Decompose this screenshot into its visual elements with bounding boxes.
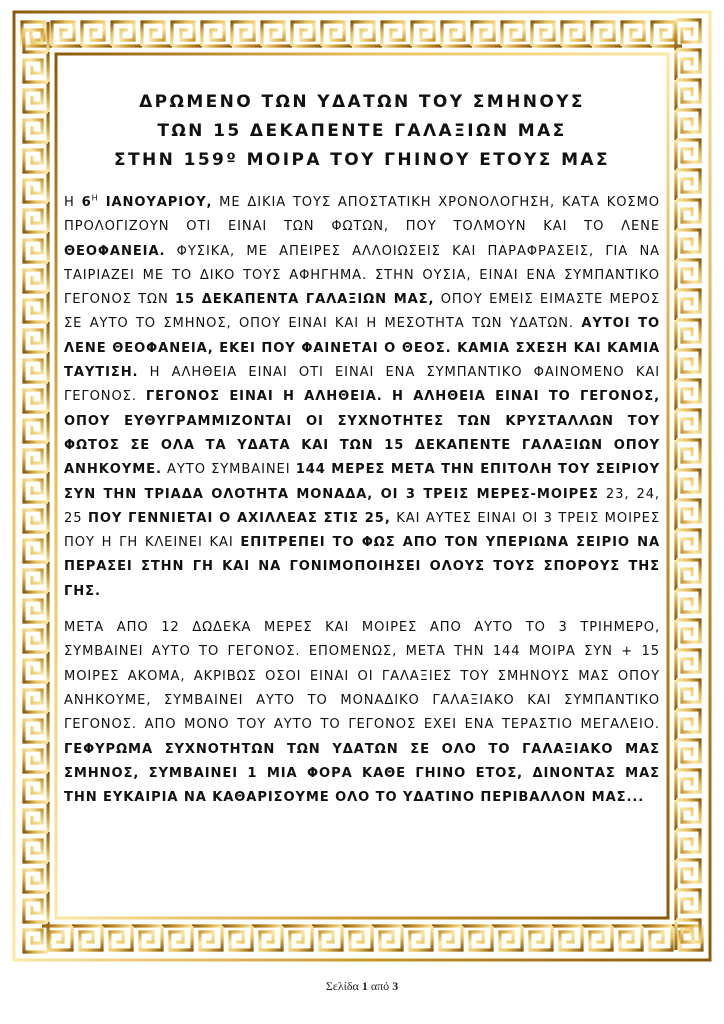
paragraph1-run: ΓΕΓΟΝΟΣ ΕΙΝΑΙ Η ΑΛΗΘΕΙΑ. Η ΑΛΗΘΕΙΑ ΕΙΝΑΙ ΤΟ ΓΕΓΟΝΟΣ, ΟΠΟΥ ΕΥΘΥΓΡΑΜΜΙΖΟΝΤΑΙ ΟΙ ΣΥΧΝΟΤΗΤΕΣ ΤΩΝ ΚΡΥΣΤΑΛΛΩΝ ΤΟΥ ΦΩΤΟΣ ΣΕ ΟΛΑ ΤΑ ΥΔΑΤΑ ΚΑΙ ΤΩΝ 15 ΔΕΚΑΠΕΝΤΕ ΓΑΛΑΞΙΩΝ ΟΠΟΥ ΑΝΗΚΟΥΜΕ. — [64, 389, 660, 478]
meander-unit — [612, 926, 642, 950]
meander-unit — [24, 352, 48, 382]
meander-unit — [412, 22, 442, 46]
meander-unit — [676, 170, 700, 200]
meander-unit — [676, 560, 700, 590]
meander-unit — [522, 926, 552, 950]
meander-unit — [312, 926, 342, 950]
meander-unit — [676, 380, 700, 410]
meander-unit — [676, 830, 700, 860]
meander-unit — [132, 926, 162, 950]
meander-unit — [24, 412, 48, 442]
footer-middle: από — [367, 979, 393, 993]
paragraph1-run: 6 — [81, 195, 92, 210]
meander-unit — [676, 500, 700, 530]
meander-unit — [24, 172, 48, 202]
meander-unit — [322, 22, 352, 46]
meander-unit — [262, 22, 292, 46]
paragraph1-run: ΟΠΟΥ ΕΜΕΙΣ ΕΙΜΑΣΤΕ ΜΕΡΟΣ ΣΕ ΑΥΤΟ ΤΟ ΣΜΗΝΟΣ, ΟΠΟΥ ΕΙΝΑΙ ΚΑΙ Η ΜΕΣΟΤΗΤΑ ΤΩΝ ΥΔΑΤΩΝ. — [64, 292, 660, 332]
meander-unit — [24, 82, 48, 112]
meander-unit — [24, 472, 48, 502]
meander-unit — [382, 22, 412, 46]
paragraph1-run: Η — [91, 193, 99, 203]
meander-unit — [192, 926, 222, 950]
paragraph1-run: ΕΠΙΤΡΕΠΕΙ ΤΟ ΦΩΣ ΑΠΟ ΤΟΝ ΥΠΕΡΙΩΝΑ ΣΕΙΡΙΟ ΝΑ ΠΕΡΑΣΕΙ ΣΤΗΝ ΓΗ ΚΑΙ ΝΑ ΓΟΝΙΜΟΠΟΙΗΣΕΙ ΟΛΟΥΣ ΤΟΥΣ ΣΠΟΡΟΥΣ ΤΗΣ ΓΗΣ. — [64, 535, 660, 599]
meander-unit — [592, 22, 622, 46]
paragraph1-run: ΜΕ ΔΙΚΙΑ ΤΟΥΣ ΑΠΟΣΤΑΤΙΚΗ ΧΡΟΝΟΛΟΓΗΣΗ, ΚΑΤΑ ΚΟΣΜΟ ΠΡΟΛΟΓΙΖΟΥΝ ΟΤΙ ΕΙΝΑΙ ΤΩΝ ΦΩΤΩΝ, ΠΟΥ ΤΟΛΜΟΥΝ ΚΑΙ ΤΟ ΛΕΝΕ — [64, 195, 660, 235]
meander-unit — [202, 22, 232, 46]
paragraph1-run: ΘΕΟΦΑΝΕΙΑ. — [64, 243, 166, 259]
meander-unit — [676, 230, 700, 260]
meander-unit — [622, 22, 652, 46]
title-line-2: ΤΩΝ 15 ΔΕΚΑΠΕΝΤΕ ΓΑΛΑΞΙΩΝ ΜΑΣ — [157, 121, 567, 141]
meander-unit — [72, 926, 102, 950]
meander-unit — [676, 80, 700, 110]
meander-unit — [282, 926, 312, 950]
meander-unit — [142, 22, 172, 46]
meander-unit — [676, 890, 700, 920]
meander-unit — [642, 926, 672, 950]
meander-unit — [24, 442, 48, 472]
meander-unit — [676, 770, 700, 800]
meander-unit — [676, 110, 700, 140]
meander-unit — [676, 350, 700, 380]
meander-unit — [252, 926, 282, 950]
title-line-1: ΔΡΩΜΕΝΟ ΤΩΝ ΥΔΑΤΩΝ ΤΟΥ ΣΜΗΝΟΥΣ — [139, 92, 585, 112]
paragraph1-run: ΦΥΣΙΚΑ, ΜΕ ΑΠΕΙΡΕΣ ΑΛΛΟΙΩΣΕΙΣ ΚΑΙ ΠΑΡΑΦΡΑΣΕΙΣ, ΓΙΑ ΝΑ ΤΑΙΡΙΑΖΕΙ ΜΕ ΤΟ ΔΙΚΟ ΤΟΥΣ ΑΦΗΓΗΜΑ. ΣΤΗΝ ΟΥΣΙΑ, ΕΙΝΑΙ ΕΝΑ ΣΥΜΠΑΝΤΙΚΟ ΓΕΓΟΝΟΣ ΤΩΝ — [64, 243, 660, 308]
paragraph1-run: 15 ΔΕΚΑΠΕΝΤΑ ΓΑΛΑΞΙΩΝ ΜΑΣ, — [174, 292, 435, 308]
title-line-3: ΣΤΗΝ 159º ΜΟΙΡΑ ΤΟΥ ΓΗΙΝΟΥ ΕΤΟΥΣ ΜΑΣ — [114, 150, 610, 170]
footer-page-number: 1 — [361, 979, 368, 993]
meander-unit — [24, 862, 48, 892]
meander-unit — [24, 592, 48, 622]
paragraph1-run: ΠΟΥ ΓΕΝΝΙΕΤΑΙ Ο ΑΧΙΛΛΕΑΣ ΣΤΙΣ 25, — [87, 510, 391, 526]
meander-unit — [676, 650, 700, 680]
meander-unit — [102, 926, 132, 950]
meander-unit — [162, 926, 192, 950]
meander-unit — [24, 772, 48, 802]
footer-page-total: 3 — [392, 979, 399, 993]
meander-unit — [462, 926, 492, 950]
meander-unit — [676, 410, 700, 440]
meander-unit — [676, 860, 700, 890]
paragraph-2 — [64, 616, 660, 810]
meander-unit — [24, 682, 48, 712]
meander-unit — [292, 22, 322, 46]
meander-unit — [24, 322, 48, 352]
meander-unit — [24, 232, 48, 262]
meander-unit — [676, 710, 700, 740]
meander-unit — [502, 22, 532, 46]
paragraph1-run: ΚΑΙ ΑΥΤΕΣ ΕΙΝΑΙ ΟΙ 3 ΤΡΕΙΣ ΜΟΙΡΕΣ ΠΟΥ Η ΓΗ ΚΛΕΙΝΕΙ ΚΑΙ — [64, 510, 660, 551]
meander-unit — [24, 832, 48, 862]
paragraph1-run: Η — [64, 195, 82, 210]
paragraph1-run: ΑΥΤΟ ΣΥΜΒΑΙΝΕΙ — [161, 462, 296, 478]
meander-unit — [24, 52, 48, 82]
meander-unit — [24, 712, 48, 742]
meander-unit — [352, 22, 382, 46]
meander-unit — [402, 926, 432, 950]
meander-unit — [676, 800, 700, 830]
meander-unit — [492, 926, 522, 950]
meander-unit — [676, 140, 700, 170]
meander-unit — [24, 292, 48, 322]
meander-unit — [676, 440, 700, 470]
meander-unit — [82, 22, 112, 46]
meander-unit — [472, 22, 502, 46]
meander-unit — [24, 622, 48, 652]
meander-unit — [676, 620, 700, 650]
meander-unit — [24, 382, 48, 412]
paragraph1-run: ΑΥΤΟΙ ΤΟ ΛΕΝΕ ΘΕΟΦΑΝΕΙΑ, ΕΚΕΙ ΠΟΥ ΦΑΙΝΕΤΑΙ Ο ΘΕΟΣ. ΚΑΜΙΑ ΣΧΕΣΗ ΚΑΙ ΚΑΜΙΑ ΤΑΥΤΙΣΗ. — [64, 316, 660, 381]
meander-unit — [24, 262, 48, 292]
document-title — [64, 88, 660, 175]
paragraph1-run: 23, 24, 25 — [64, 486, 660, 526]
paragraph1-run: Η ΑΛΗΘΕΙΑ ΕΙΝΑΙ ΟΤΙ ΕΙΝΑΙ ΕΝΑ ΣΥΜΠΑΝΤΙΚΟ ΦΑΙΝΟΜΕΝΟ ΚΑΙ ΓΕΓΟΝΟΣ. — [64, 365, 660, 405]
meander-unit — [172, 22, 202, 46]
document-body — [64, 88, 660, 918]
footer-prefix: Σελίδα — [325, 979, 362, 993]
meander-unit — [676, 740, 700, 770]
meander-unit — [24, 562, 48, 592]
meander-unit — [676, 290, 700, 320]
meander-unit — [676, 320, 700, 350]
meander-unit — [532, 22, 562, 46]
paragraph-1 — [64, 191, 660, 604]
meander-unit — [676, 470, 700, 500]
meander-unit — [442, 22, 472, 46]
meander-unit — [562, 22, 592, 46]
meander-unit — [222, 926, 252, 950]
meander-unit — [24, 142, 48, 172]
paragraph2-run: ΓΕΦΥΡΩΜΑ ΣΥΧΝΟΤΗΤΩΝ ΤΩΝ ΥΔΑΤΩΝ ΣΕ ΟΛΟ ΤΟ ΓΑΛΑΞΙΑΚΟ ΜΑΣ ΣΜΗΝΟΣ, ΣΥΜΒΑΙΝΕΙ 1 ΜΙΑ ΦΟΡΑ ΚΑΘΕ ΓΗΙΝΟ ΕΤΟΣ, ΔΙΝΟΝΤΑΣ ΜΑΣ ΤΗΝ ΕΥΚΑΙΡΙΑ ΝΑ ΚΑΘΑΡΙΣΟΥΜΕ ΟΛΟ ΤΟ ΥΔΑΤΙΝΟ ΠΕΡΙΒΑΛΛΟΝ ΜΑΣ... — [64, 741, 660, 806]
meander-unit — [24, 202, 48, 232]
paragraph2-run: ΜΕΤΑ ΑΠΟ 12 ΔΩΔΕΚΑ ΜΕΡΕΣ ΚΑΙ ΜΟΙΡΕΣ ΑΠΟ ΑΥΤΟ ΤΟ 3 ΤΡΙΗΜΕΡΟ, ΣΥΜΒΑΙΝΕΙ ΑΥΤΟ ΤΟ ΓΕΓΟΝΟΣ. ΕΠΟΜΕΝΩΣ, ΜΕΤΑ ΤΗΝ 144 ΜΟΙΡΑ ΣΥΝ + 15 ΜΟΙΡΕΣ ΑΚΟΜΑ, ΑΚΡΙΒΩΣ ΟΣΟΙ ΕΙΝΑΙ ΟΙ ΓΑΛΑΞΙΕΣ ΤΟΥ ΣΜΗΝΟΥΣ ΜΑΣ ΟΠΟΥ ΑΝΗΚΟΥΜΕ, ΣΥΜΒΑΙΝΕΙ ΑΥΤΟ ΤΟ ΜΟΝΑΔΙΚΟ ΓΑΛΑΞΙΑΚΟ ΚΑΙ ΣΥΜΠΑΝΤΙΚΟ ΓΕΓΟΝΟΣ. ΑΠΟ ΜΟΝΟ ΤΟΥ ΑΥΤΟ ΤΟ ΓΕΓΟΝΟΣ ΕΧΕΙ ΕΝΑ ΤΕΡΑΣΤΙΟ ΜΕΓΑΛΕΙΟ. — [64, 620, 660, 733]
paragraph1-run: ΙΑΝΟΥΑΡΙΟΥ, — [98, 195, 213, 210]
meander-unit — [372, 926, 402, 950]
meander-unit — [232, 22, 262, 46]
meander-unit — [676, 680, 700, 710]
meander-unit — [342, 926, 372, 950]
meander-unit — [552, 926, 582, 950]
meander-unit — [24, 742, 48, 772]
meander-unit — [676, 530, 700, 560]
meander-unit — [52, 22, 82, 46]
meander-unit — [24, 802, 48, 832]
meander-unit — [676, 50, 700, 80]
page-footer — [0, 979, 724, 994]
meander-unit — [676, 260, 700, 290]
meander-unit — [676, 200, 700, 230]
paragraph1-run: 144 ΜΕΡΕΣ ΜΕΤΑ ΤΗΝ ΕΠΙΤΟΛΗ ΤΟΥ ΣΕΙΡΙΟΥ ΣΥΝ ΤΗΝ ΤΡΙΑΔΑ ΟΛΟΤΗΤΑ ΜΟΝΑΔΑ, ΟΙ 3 ΤΡΕΙΣ ΜΕΡΕΣ-ΜΟΙΡΕΣ — [64, 462, 660, 502]
meander-unit — [24, 652, 48, 682]
meander-unit — [112, 22, 142, 46]
meander-unit — [24, 892, 48, 922]
meander-unit — [676, 590, 700, 620]
meander-unit — [432, 926, 462, 950]
meander-unit — [24, 112, 48, 142]
meander-unit — [24, 502, 48, 532]
meander-unit — [582, 926, 612, 950]
meander-unit — [24, 532, 48, 562]
